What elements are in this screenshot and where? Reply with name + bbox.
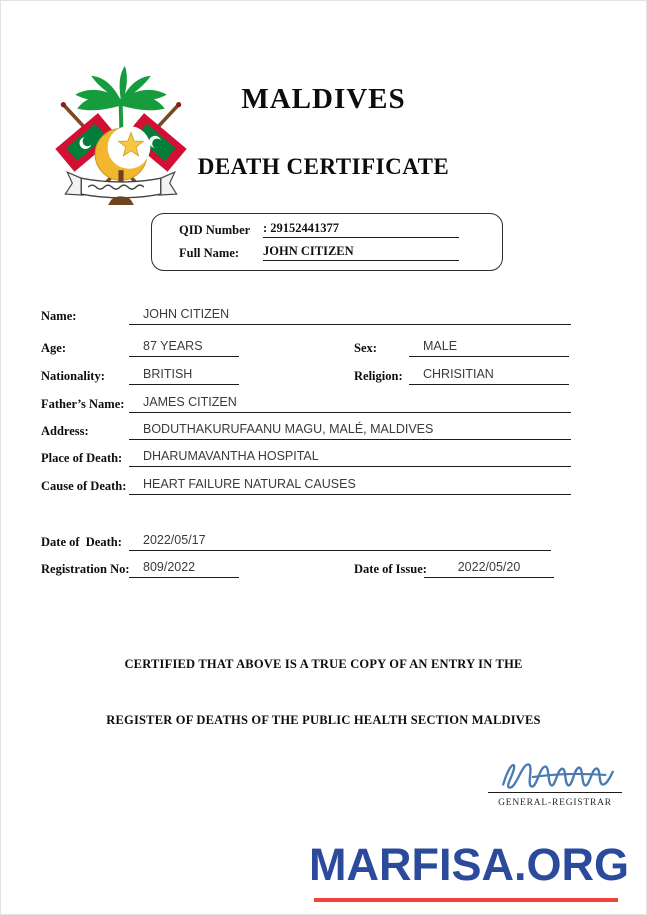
name-label: Name: (41, 309, 77, 323)
address-label: Address: (41, 424, 89, 438)
nationality-value: BRITISH (129, 367, 239, 385)
religion-value: CHRISITIAN (409, 367, 569, 385)
date-of-death-label: Date of Death: (41, 535, 122, 549)
place-of-death-value: DHARUMAVANTHA HOSPITAL (129, 449, 571, 467)
sex-label: Sex: (354, 341, 377, 355)
maldives-coat-of-arms-icon (37, 43, 205, 207)
cause-of-death-value: HEART FAILURE NATURAL CAUSES (129, 477, 571, 495)
qid-fullname-label: Full Name: (179, 246, 240, 260)
registration-no-value: 809/2022 (129, 560, 239, 578)
age-label: Age: (41, 341, 66, 355)
fathers-name-label: Father’s Name: (41, 397, 125, 411)
place-of-death-label: Place of Death: (41, 451, 123, 465)
registrar-signature (499, 757, 617, 795)
date-of-issue-label: Date of Issue: (354, 562, 427, 576)
qid-number-label: QID Number (179, 223, 251, 237)
watermark-text: MARFISA.ORG (309, 839, 629, 890)
date-of-issue-value: 2022/05/20 (424, 560, 554, 578)
watermark-underline (314, 898, 618, 902)
qid-number-value: : 29152441377 (263, 221, 459, 238)
certification-line-1: CERTIFIED THAT ABOVE IS A TRUE COPY OF AN ENTRY IN THE (124, 657, 523, 671)
name-value: JOHN CITIZEN (129, 307, 571, 325)
address-value: BODUTHAKURUFAANU MAGU, MALÉ, MALDIVES (129, 422, 571, 440)
certification-line-2: REGISTER OF DEATHS OF THE PUBLIC HEALTH SECTION MALDIVES (106, 713, 541, 727)
country-title: MALDIVES (241, 83, 406, 115)
registrar-title: GENERAL-REGISTRAR (498, 798, 612, 808)
date-of-death-value: 2022/05/17 (129, 533, 551, 551)
sex-value: MALE (409, 339, 569, 357)
religion-label: Religion: (354, 369, 403, 383)
signature-line (488, 792, 622, 793)
certificate-title: DEATH CERTIFICATE (197, 154, 450, 179)
cause-of-death-label: Cause of Death: (41, 479, 127, 493)
fathers-name-value: JAMES CITIZEN (129, 395, 571, 413)
qid-fullname-value: JOHN CITIZEN (263, 244, 459, 261)
age-value: 87 YEARS (129, 339, 239, 357)
registration-no-label: Registration No: (41, 562, 130, 576)
nationality-label: Nationality: (41, 369, 105, 383)
